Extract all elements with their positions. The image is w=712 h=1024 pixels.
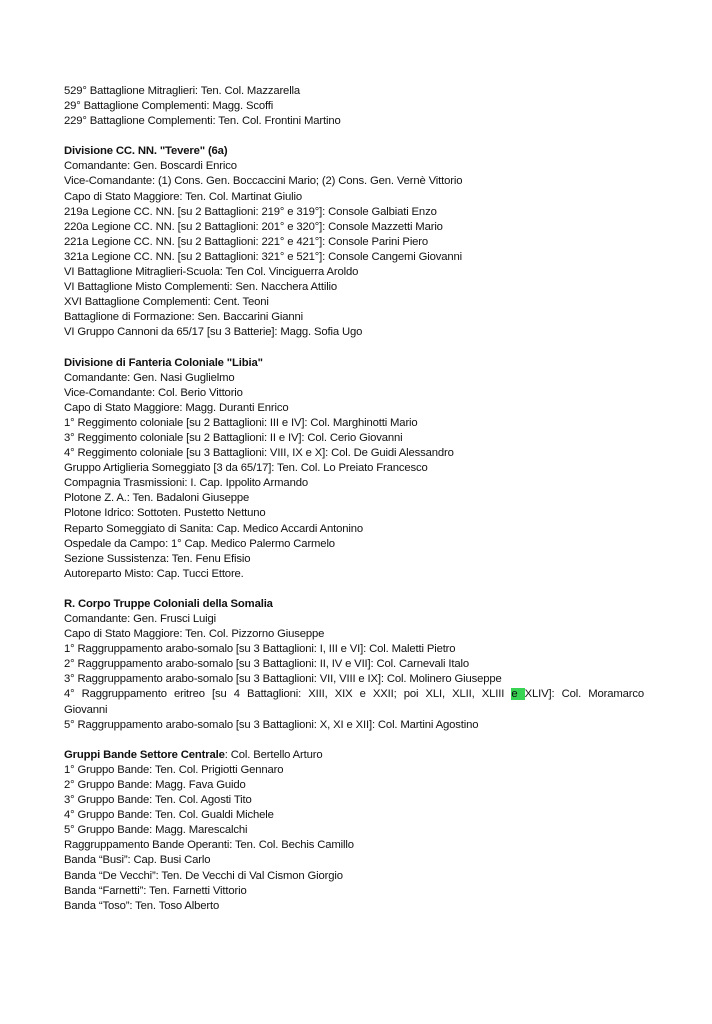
section-heading-line xyxy=(64,748,644,763)
text-line: 5° Raggruppamento arabo-somalo [su 3 Battaglioni: X, XI e XII]: Col. Martini Agostino xyxy=(64,718,479,731)
text-line: Comandante: Gen. Nasi Guglielmo xyxy=(64,371,235,384)
text-line: Autoreparto Misto: Cap. Tucci Ettore. xyxy=(64,567,244,580)
section-heading: R. Corpo Truppe Coloniali della Somalia xyxy=(64,597,273,610)
text-line: 3° Reggimento coloniale [su 2 Battaglioni: II e IV]: Col. Cerio Giovanni xyxy=(64,431,403,444)
text-line: Capo di Stato Maggiore: Magg. Duranti Enrico xyxy=(64,401,289,414)
text-line: VI Battaglione Misto Complementi: Sen. Nacchera Attilio xyxy=(64,281,338,294)
text-line: 5° Gruppo Bande: Magg. Marescalchi xyxy=(64,824,248,837)
text-span: 4° Raggruppamento eritreo [su 4 Battaglioni: XIII, XIX e XXII; poi XLI, XLII, XLIII xyxy=(64,688,512,701)
text-line: 1° Raggruppamento arabo-somalo [su 3 Battaglioni: I, III e VI]: Col. Maletti Pietro xyxy=(64,643,456,656)
highlighted-text: e xyxy=(511,688,525,701)
text-line-continuation: Giovanni xyxy=(64,703,108,716)
text-line: Comandante: Gen. Frusci Luigi xyxy=(64,613,217,625)
text-line: 3° Raggruppamento arabo-somalo [su 3 Battaglioni: VII, VIII e IX]: Col. Molinero Giuseppe xyxy=(64,673,502,686)
text-line: 29° Battaglione Complementi: Magg. Scoffi xyxy=(64,100,274,113)
text-line: XVI Battaglione Complementi: Cent. Teoni xyxy=(64,296,269,309)
heading-rest: : Col. Bertello Arturo xyxy=(224,748,323,761)
somalia-section xyxy=(64,597,644,733)
text-line: Gruppo Artiglieria Someggiato [3 da 65/17]: Ten. Col. Lo Preiato Francesco xyxy=(64,462,428,475)
text-line: 221a Legione CC. NN. [su 2 Battaglioni: 221° e 421°]: Console Parini Piero xyxy=(64,235,429,248)
section-heading: Divisione CC. NN. "Tevere" (6a) xyxy=(64,145,228,158)
text-line: 529° Battaglione Mitraglieri: Ten. Col. Mazzarella xyxy=(64,85,301,97)
battalions-section xyxy=(64,84,644,129)
tevere-section xyxy=(64,144,644,340)
text-line: 321a Legione CC. NN. [su 2 Battaglioni: 321° e 521°]: Console Cangemi Giovanni xyxy=(64,250,462,263)
text-line: Plotone Z. A.: Ten. Badaloni Giuseppe xyxy=(64,492,250,505)
text-line: 1° Gruppo Bande: Ten. Col. Prigiotti Gennaro xyxy=(64,763,284,776)
text-line: 2° Raggruppamento arabo-somalo [su 3 Battaglioni: II, IV e VII]: Col. Carnevali Italo xyxy=(64,658,469,671)
text-span: XLIV]: Col. Moramarco xyxy=(524,688,644,701)
text-line: Banda “De Vecchi”: Ten. De Vecchi di Val Cismon Giorgio xyxy=(64,869,343,882)
text-line: Vice-Comandante: Col. Berio Vittorio xyxy=(64,386,243,399)
text-line: 4° Gruppo Bande: Ten. Col. Gualdi Michele xyxy=(64,809,274,822)
section-heading: Gruppi Bande Settore Centrale xyxy=(64,748,225,761)
text-line: 1° Reggimento coloniale [su 2 Battaglioni: III e IV]: Col. Marghinotti Mario xyxy=(64,416,418,429)
text-line: VI Battaglione Mitraglieri-Scuola: Ten Col. Vinciguerra Aroldo xyxy=(64,266,359,279)
text-line: Ospedale da Campo: 1° Cap. Medico Palermo Carmelo xyxy=(64,537,335,550)
text-line: Banda “Toso”: Ten. Toso Alberto xyxy=(64,899,220,912)
text-line: 2° Gruppo Bande: Magg. Fava Guido xyxy=(64,778,246,791)
text-line: Compagnia Trasmissioni: I. Cap. Ippolito Armando xyxy=(64,477,308,490)
text-line: Comandante: Gen. Boscardi Enrico xyxy=(64,160,237,173)
text-line: Reparto Someggiato di Sanita: Cap. Medico Accardi Antonino xyxy=(64,522,364,535)
text-line: 4° Reggimento coloniale [su 3 Battaglioni: VIII, IX e X]: Col. De Guidi Alessandro xyxy=(64,447,454,460)
text-line: 219a Legione CC. NN. [su 2 Battaglioni: 219° e 319°]: Console Galbiati Enzo xyxy=(64,205,437,218)
text-line: Vice-Comandante: (1) Cons. Gen. Boccaccini Mario; (2) Cons. Gen. Vernè Vittorio xyxy=(64,175,463,188)
text-line: Plotone Idrico: Sottoten. Pustetto Nettuno xyxy=(64,507,266,520)
text-line: Capo di Stato Maggiore: Ten. Col. Martinat Giulio xyxy=(64,190,302,203)
text-line: Battaglione di Formazione: Sen. Baccarini Gianni xyxy=(64,311,303,324)
text-line: Banda “Busi”: Cap. Busi Carlo xyxy=(64,854,211,867)
text-line: Sezione Sussistenza: Ten. Fenu Efisio xyxy=(64,552,251,565)
text-line: VI Gruppo Cannoni da 65/17 [su 3 Batterie]: Magg. Sofia Ugo xyxy=(64,326,363,339)
document-body xyxy=(64,84,644,914)
text-line: 229° Battaglione Complementi: Ten. Col. Frontini Martino xyxy=(64,115,341,128)
bande-section xyxy=(64,748,644,914)
text-line: 3° Gruppo Bande: Ten. Col. Agosti Tito xyxy=(64,794,252,807)
text-line: Banda “Farnetti”: Ten. Farnetti Vittorio xyxy=(64,884,247,897)
text-line: 220a Legione CC. NN. [su 2 Battaglioni: 201° e 320°]: Console Mazzetti Mario xyxy=(64,220,443,233)
text-line: Raggruppamento Bande Operanti: Ten. Col. Bechis Camillo xyxy=(64,839,354,852)
libia-section xyxy=(64,356,644,582)
eritrean-line xyxy=(64,687,644,702)
text-line: Capo di Stato Maggiore: Ten. Col. Pizzorno Giuseppe xyxy=(64,628,325,641)
section-heading: Divisione di Fanteria Coloniale "Libia" xyxy=(64,356,263,369)
